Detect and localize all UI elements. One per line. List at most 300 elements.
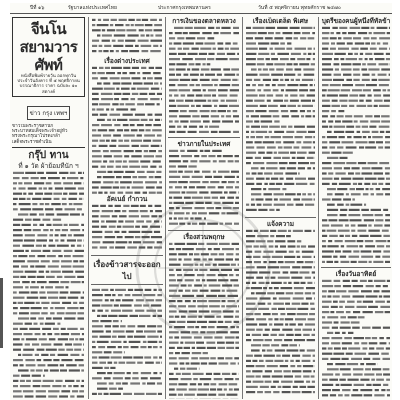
text-stroke xyxy=(303,370,312,372)
text-stroke xyxy=(39,338,47,340)
text-stroke xyxy=(75,359,84,361)
text-stroke xyxy=(296,251,300,253)
text-stroke xyxy=(158,289,162,291)
text-stroke xyxy=(383,89,387,91)
text-stroke xyxy=(261,167,265,169)
text-stroke xyxy=(43,245,46,247)
text-stroke xyxy=(120,304,132,306)
text-stroke xyxy=(307,126,315,128)
text-stroke xyxy=(330,48,336,50)
text-stroke xyxy=(169,94,172,96)
text-stroke xyxy=(24,239,35,241)
text-line: ข่าวในพระราชสำนัก xyxy=(12,123,54,129)
text-stroke xyxy=(111,140,116,142)
text-stroke xyxy=(178,258,181,260)
text-stroke xyxy=(48,297,58,299)
text-stroke xyxy=(200,48,211,50)
text-stroke xyxy=(246,313,253,315)
text-stroke xyxy=(246,245,252,247)
text-stroke xyxy=(211,110,217,112)
text-stroke xyxy=(294,37,298,39)
text-stroke xyxy=(269,110,279,112)
section-label: ข่าว กรุง เทพฯ xyxy=(27,106,71,120)
text-stroke xyxy=(184,347,190,349)
text-stroke xyxy=(183,48,189,50)
text-stroke xyxy=(246,282,250,284)
text-stroke xyxy=(294,63,298,65)
text-stroke xyxy=(107,119,111,121)
text-stroke xyxy=(374,172,383,174)
text-stroke xyxy=(142,50,149,52)
text-stroke xyxy=(235,342,239,344)
text-line: เสด็จพระราชดำเนิน xyxy=(12,139,52,145)
text-stroke xyxy=(283,32,293,34)
text-stroke xyxy=(291,53,301,55)
text-stroke xyxy=(133,241,141,243)
text-stroke xyxy=(131,205,139,207)
text-stroke xyxy=(228,300,236,302)
text-stroke xyxy=(150,34,153,36)
text-stroke xyxy=(275,349,285,351)
text-stroke xyxy=(121,98,128,100)
column-4-body-lines xyxy=(245,228,316,398)
text-stroke xyxy=(221,115,224,117)
text-stroke xyxy=(296,131,306,133)
text-stroke xyxy=(383,250,390,252)
text-stroke xyxy=(64,224,68,226)
text-stroke xyxy=(322,250,334,252)
text-stroke xyxy=(262,375,270,377)
text-stroke xyxy=(13,229,22,231)
text-stroke xyxy=(92,40,99,42)
text-stroke xyxy=(128,325,136,327)
text-stroke xyxy=(123,205,129,207)
text-stroke xyxy=(50,369,59,371)
text-stroke xyxy=(135,310,144,312)
text-stroke xyxy=(348,32,356,34)
text-stroke xyxy=(33,385,41,387)
text-stroke xyxy=(180,150,185,152)
text-stroke xyxy=(246,48,258,50)
text-stroke xyxy=(246,183,254,185)
text-stroke xyxy=(224,316,234,318)
text-stroke xyxy=(322,58,332,60)
text-stroke xyxy=(235,378,239,380)
text-stroke xyxy=(182,295,194,297)
text-stroke xyxy=(295,329,302,331)
text-stroke xyxy=(246,63,256,65)
text-stroke xyxy=(335,332,340,334)
text-stroke xyxy=(189,186,195,188)
text-stroke xyxy=(111,356,122,358)
text-stroke xyxy=(361,342,367,344)
text-stroke xyxy=(277,27,288,29)
text-stroke xyxy=(113,330,125,332)
text-stroke xyxy=(197,321,207,323)
text-stroke xyxy=(352,235,357,237)
text-stroke xyxy=(237,53,239,55)
text-stroke xyxy=(221,212,225,214)
text-stroke xyxy=(264,193,272,195)
text-stroke xyxy=(327,131,332,133)
text-stroke xyxy=(369,347,374,349)
text-stroke xyxy=(372,327,381,329)
text-stroke xyxy=(349,209,360,211)
text-stroke xyxy=(22,354,32,356)
text-stroke xyxy=(351,358,362,360)
text-stroke xyxy=(30,369,34,371)
text-stroke xyxy=(256,329,263,331)
text-stroke xyxy=(45,323,55,325)
text-stroke xyxy=(362,126,368,128)
text-stroke xyxy=(210,269,219,271)
text-stroke xyxy=(256,292,266,294)
text-stroke xyxy=(97,310,103,312)
text-stroke xyxy=(169,186,173,188)
text-stroke xyxy=(169,352,173,354)
text-stroke xyxy=(187,223,190,225)
text-stroke xyxy=(299,63,309,65)
text-stroke xyxy=(184,197,191,199)
text-stroke xyxy=(351,394,362,396)
text-stroke xyxy=(354,120,358,122)
text-stroke xyxy=(274,370,282,372)
text-stroke xyxy=(97,315,100,317)
text-stroke xyxy=(340,327,351,329)
text-stroke xyxy=(305,204,314,206)
masthead-title: จีนโนสยามวารศัพท์ xyxy=(19,20,78,74)
text-stroke xyxy=(137,103,144,105)
text-stroke xyxy=(35,333,41,335)
text-stroke xyxy=(20,328,28,330)
text-stroke xyxy=(13,208,18,210)
text-stroke xyxy=(97,388,107,390)
text-stroke xyxy=(48,395,57,397)
text-stroke xyxy=(169,383,177,385)
text-stroke xyxy=(57,245,69,247)
text-stroke xyxy=(296,79,300,81)
text-stroke xyxy=(280,245,286,247)
text-stroke xyxy=(208,155,215,157)
text-stroke xyxy=(355,84,365,86)
text-stroke xyxy=(365,42,370,44)
text-stroke xyxy=(225,48,229,50)
text-stroke xyxy=(266,178,270,180)
text-stroke xyxy=(185,202,193,204)
text-stroke xyxy=(265,198,272,200)
text-stroke xyxy=(265,277,270,279)
text-stroke xyxy=(115,24,124,26)
text-stroke xyxy=(353,178,364,180)
text-stroke xyxy=(280,167,286,169)
text-stroke xyxy=(298,323,303,325)
text-stroke xyxy=(312,381,315,383)
text-stroke xyxy=(178,394,183,396)
text-stroke xyxy=(177,126,181,128)
text-stroke xyxy=(194,100,206,102)
text-stroke xyxy=(101,289,108,291)
text-stroke xyxy=(177,347,183,349)
text-stroke xyxy=(73,343,82,345)
text-stroke xyxy=(169,362,177,364)
text-stroke xyxy=(280,365,288,367)
text-stroke xyxy=(153,346,158,348)
text-stroke xyxy=(338,48,349,50)
text-stroke xyxy=(287,42,291,44)
text-stroke xyxy=(313,193,315,195)
text-stroke xyxy=(234,269,239,271)
text-stroke xyxy=(322,280,332,282)
text-stroke xyxy=(218,110,226,112)
text-stroke xyxy=(322,245,326,247)
text-stroke xyxy=(234,388,239,390)
text-stroke xyxy=(233,207,239,209)
text-stroke xyxy=(36,245,42,247)
text-stroke xyxy=(92,50,96,52)
masthead-info xyxy=(15,74,82,95)
text-stroke xyxy=(340,368,351,370)
text-stroke xyxy=(62,229,68,231)
text-stroke xyxy=(33,380,42,382)
text-stroke xyxy=(353,295,365,297)
text-stroke xyxy=(246,370,251,372)
text-stroke xyxy=(263,204,272,206)
text-stroke xyxy=(185,100,193,102)
text-stroke xyxy=(53,359,59,361)
text-stroke xyxy=(254,245,259,247)
text-stroke xyxy=(357,240,364,242)
text-stroke xyxy=(246,27,251,29)
text-stroke xyxy=(218,357,224,359)
text-stroke xyxy=(47,291,58,293)
text-stroke xyxy=(103,50,108,52)
dateline xyxy=(10,3,392,14)
text-stroke xyxy=(335,373,340,375)
text-stroke xyxy=(322,230,326,232)
text-stroke xyxy=(209,321,217,323)
text-stroke xyxy=(274,193,284,195)
text-stroke xyxy=(83,343,84,345)
text-stroke xyxy=(183,42,194,44)
text-stroke xyxy=(365,240,373,242)
text-stroke xyxy=(383,285,388,287)
text-stroke xyxy=(373,261,383,263)
text-stroke xyxy=(52,250,61,252)
column-4-heading: เรื่องเบ็ดเตล็ด พิเศษ xyxy=(252,17,309,25)
text-stroke xyxy=(251,188,261,190)
text-stroke xyxy=(144,356,151,358)
text-stroke xyxy=(338,394,343,396)
text-stroke xyxy=(265,84,269,86)
text-stroke xyxy=(335,68,339,70)
text-stroke xyxy=(267,349,273,351)
text-stroke xyxy=(254,230,258,232)
text-stroke xyxy=(298,74,302,76)
text-stroke xyxy=(334,167,342,169)
text-stroke xyxy=(18,317,29,319)
text-stroke xyxy=(371,379,375,381)
text-stroke xyxy=(235,347,239,349)
text-stroke xyxy=(128,289,133,291)
text-stroke xyxy=(280,313,285,315)
text-stroke xyxy=(55,239,58,241)
text-stroke xyxy=(211,115,219,117)
text-stroke xyxy=(383,358,391,360)
text-stroke xyxy=(118,346,122,348)
text-stroke xyxy=(155,67,162,69)
text-stroke xyxy=(246,391,255,393)
text-stroke xyxy=(43,307,48,309)
text-stroke xyxy=(337,42,345,44)
text-stroke xyxy=(214,248,220,250)
text-stroke xyxy=(341,105,347,107)
text-stroke xyxy=(80,307,84,309)
text-stroke xyxy=(340,256,346,258)
text-stroke xyxy=(331,224,343,226)
text-stroke xyxy=(92,325,103,327)
text-stroke xyxy=(328,347,333,349)
text-stroke xyxy=(46,349,57,351)
text-stroke xyxy=(300,110,305,112)
text-stroke xyxy=(230,279,238,281)
text-stroke xyxy=(169,388,175,390)
text-stroke xyxy=(337,146,343,148)
text-stroke xyxy=(112,215,118,217)
text-stroke xyxy=(252,172,257,174)
text-stroke xyxy=(42,333,45,335)
text-stroke xyxy=(387,389,390,391)
text-stroke xyxy=(24,182,32,184)
text-stroke xyxy=(208,258,212,260)
text-stroke xyxy=(19,291,30,293)
text-stroke xyxy=(222,300,226,302)
text-stroke xyxy=(116,29,125,31)
text-stroke xyxy=(376,347,384,349)
text-stroke xyxy=(365,178,377,180)
text-stroke xyxy=(342,295,351,297)
text-stroke xyxy=(369,261,372,263)
text-stroke xyxy=(49,281,59,283)
page-edge-mark xyxy=(0,278,3,348)
text-stroke xyxy=(285,193,296,195)
text-stroke xyxy=(103,134,111,136)
text-stroke xyxy=(196,84,200,86)
text-stroke xyxy=(294,339,305,341)
text-stroke xyxy=(106,330,111,332)
column-5-heading: เรื่องวันอาทิตย์ xyxy=(335,270,377,278)
text-stroke xyxy=(322,389,331,391)
text-stroke xyxy=(266,27,276,29)
text-stroke xyxy=(180,110,187,112)
text-stroke xyxy=(302,146,312,148)
text-stroke xyxy=(44,193,52,195)
text-stroke xyxy=(268,32,274,34)
text-stroke xyxy=(371,193,374,195)
text-stroke xyxy=(77,239,82,241)
text-stroke xyxy=(99,45,103,47)
text-stroke xyxy=(322,285,333,287)
text-stroke xyxy=(59,395,68,397)
text-stroke xyxy=(194,336,202,338)
text-stroke xyxy=(160,346,162,348)
text-stroke xyxy=(82,354,84,356)
text-stroke xyxy=(226,342,234,344)
text-stroke xyxy=(169,37,175,39)
dateline-publisher: รัฐบาลแห่งประเทศไทย xyxy=(68,5,117,11)
text-stroke xyxy=(159,356,162,358)
text-stroke xyxy=(368,224,371,226)
text-stroke xyxy=(92,205,99,207)
text-stroke xyxy=(354,136,362,138)
text-stroke xyxy=(60,234,66,236)
text-stroke xyxy=(67,177,78,179)
text-stroke xyxy=(381,115,390,117)
text-stroke xyxy=(313,370,315,372)
text-stroke xyxy=(274,323,283,325)
column-5-body-lines xyxy=(321,25,391,265)
text-stroke xyxy=(214,176,223,178)
text-stroke xyxy=(342,332,346,334)
text-stroke xyxy=(219,160,226,162)
text-stroke xyxy=(55,286,64,288)
text-stroke xyxy=(32,203,37,205)
text-stroke xyxy=(226,253,233,255)
text-stroke xyxy=(218,295,226,297)
text-stroke xyxy=(342,373,351,375)
text-stroke xyxy=(334,74,341,76)
text-stroke xyxy=(331,342,340,344)
text-stroke xyxy=(387,301,390,303)
text-stroke xyxy=(293,230,303,232)
text-stroke xyxy=(263,188,266,190)
text-stroke xyxy=(375,301,385,303)
text-stroke xyxy=(345,224,349,226)
text-stroke xyxy=(254,313,260,315)
text-stroke xyxy=(18,354,21,356)
text-stroke xyxy=(198,212,207,214)
text-stroke xyxy=(267,146,276,148)
text-stroke xyxy=(280,105,286,107)
column-rule xyxy=(88,17,89,399)
text-stroke xyxy=(351,224,356,226)
text-stroke xyxy=(360,53,363,55)
text-stroke xyxy=(353,285,363,287)
text-stroke xyxy=(213,264,217,266)
text-stroke xyxy=(274,131,284,133)
text-stroke xyxy=(280,318,284,320)
text-stroke xyxy=(335,120,341,122)
text-stroke xyxy=(131,346,139,348)
text-stroke xyxy=(122,166,128,168)
text-stroke xyxy=(299,94,304,96)
text-stroke xyxy=(269,323,272,325)
text-stroke xyxy=(145,103,155,105)
text-stroke xyxy=(207,186,215,188)
text-stroke xyxy=(254,355,262,357)
text-stroke xyxy=(259,271,270,273)
text-stroke xyxy=(274,198,278,200)
text-stroke xyxy=(48,265,59,267)
text-stroke xyxy=(186,191,197,193)
text-stroke xyxy=(230,94,238,96)
text-stroke xyxy=(169,126,175,128)
text-stroke xyxy=(199,269,207,271)
text-stroke xyxy=(381,68,390,70)
text-stroke xyxy=(342,389,350,391)
text-stroke xyxy=(389,48,390,50)
text-stroke xyxy=(92,346,96,348)
text-stroke xyxy=(141,67,146,69)
